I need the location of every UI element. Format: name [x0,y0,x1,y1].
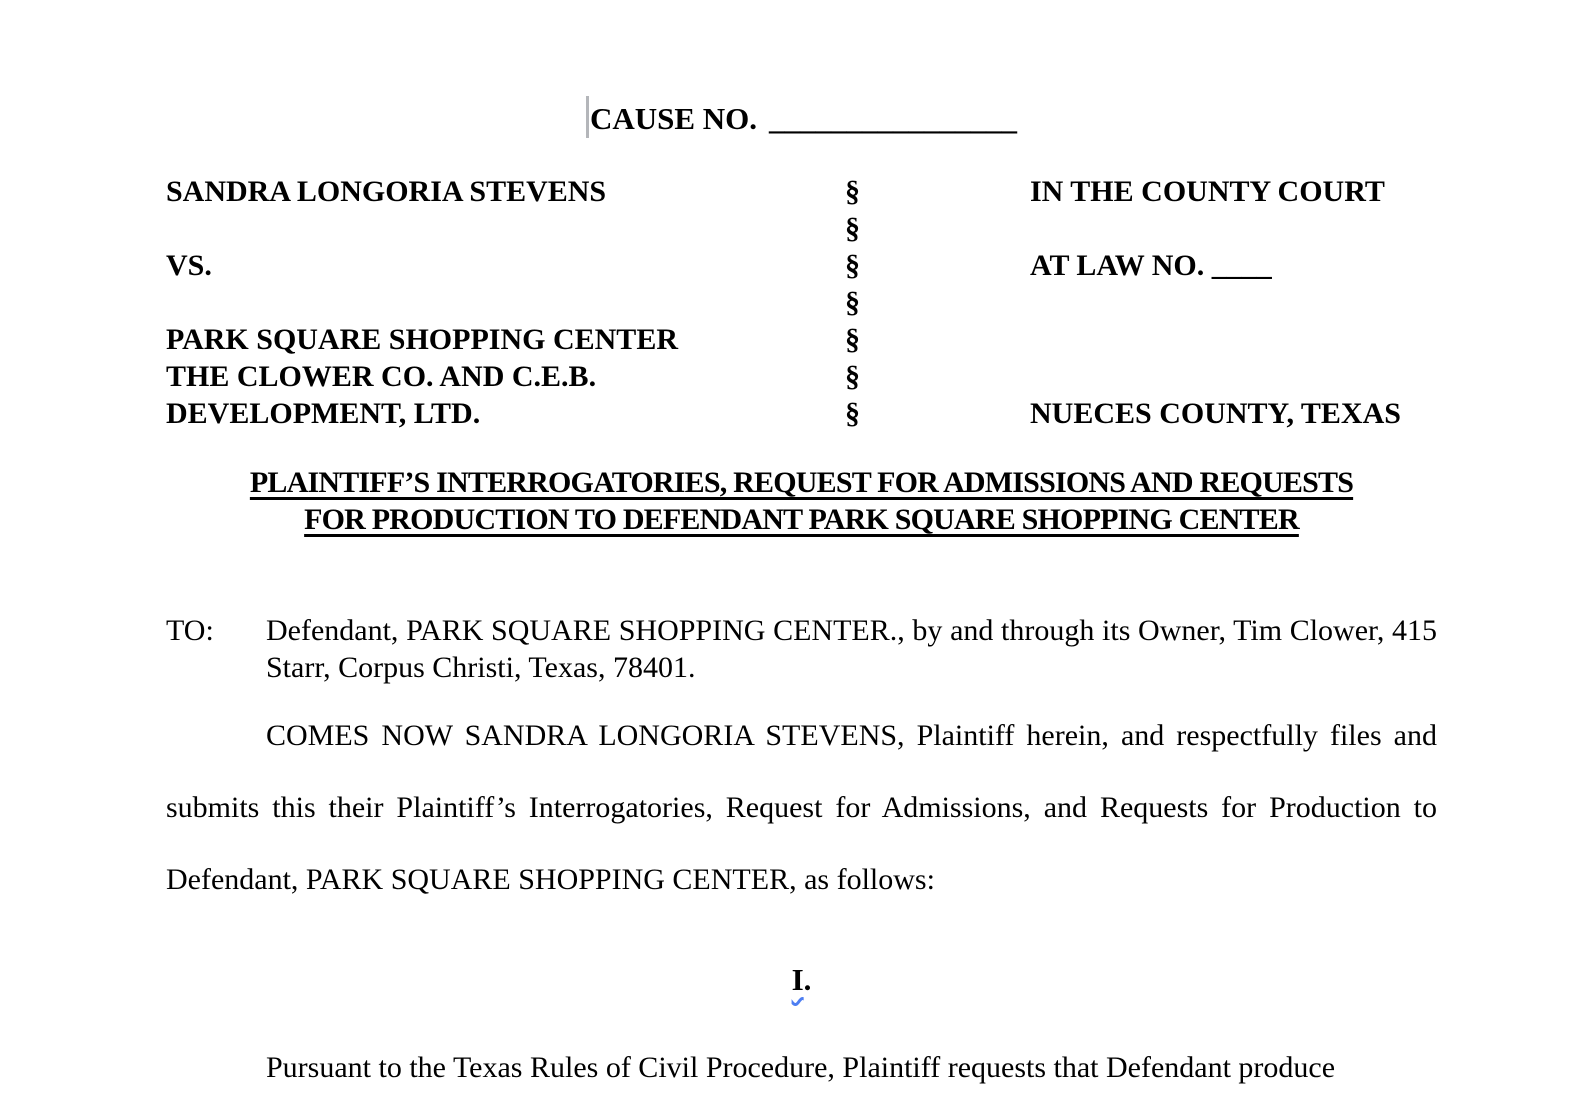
caption-right-blank [979,210,1437,247]
document-title [166,464,1437,538]
caption-right-blank [979,321,1437,358]
section-symbol: § [845,175,860,208]
versus-label: VS. [166,249,212,282]
to-address-text: Defendant, PARK SQUARE SHOPPING CENTER., by and through its Owner, Tim Clower, 415 Starr, Corpus Christi, Texas, 78401. [266,614,1437,684]
document-title-line2 [166,501,1437,538]
document-title-line1-text: PLAINTIFF’S INTERROGATORIES, REQUEST FOR ADMISSIONS AND REQUESTS [249,466,1354,499]
caption-left-blank [166,284,726,321]
section-heading-1 [166,944,1437,1016]
caption-row [166,173,1437,210]
cause-number-blank: ________________ [769,101,1018,136]
pursuant-paragraph: Pursuant to the Texas Rules of Civil Procedure, Plaintiff requests that Defendant produce [266,1051,1336,1084]
caption-right-blank [979,284,1437,321]
document-title-line2-text: FOR PRODUCTION TO DEFENDANT PARK SQUARE SHOPPING CENTER [304,503,1299,536]
caption-left-blank [166,210,726,247]
section-symbol: § [845,360,860,393]
at-law-number: AT LAW NO. ____ [1030,249,1272,282]
to-address-block [166,612,1437,686]
caption-row [166,321,1437,358]
county-name: NUECES COUNTY, TEXAS [1030,397,1401,430]
section-symbol: § [845,286,860,319]
comes-now-paragraph: COMES NOW SANDRA LONGORIA STEVENS, Plaintiff herein, and respectfully files and submits this their Plaintiff’s Interrogatories, Request for Admissions, and Requests for Production to Defendant, PARK SQUARE SHOPPING CENTER, as follows: [166,719,1437,896]
defendant-name-line3: DEVELOPMENT, LTD. [166,397,481,430]
cause-number-line [166,96,1437,141]
caption-row [166,395,1437,432]
text-cursor-caret [586,96,589,138]
to-label: TO: [166,614,214,647]
section-symbol: § [845,212,860,245]
caption-row [166,284,1437,321]
section-symbol: § [845,249,860,282]
court-name: IN THE COUNTY COURT [1030,175,1385,208]
defendant-name-line2: THE CLOWER CO. AND C.E.B. [166,360,597,393]
case-caption [166,173,1437,432]
plaintiff-name: SANDRA LONGORIA STEVENS [166,175,607,208]
document-title-line1 [166,464,1437,501]
caption-row [166,247,1437,284]
section-symbol: § [845,323,860,356]
caption-right-blank [979,358,1437,395]
caption-row [166,358,1437,395]
caption-row [166,210,1437,247]
section-numeral-period: . [803,962,812,997]
section-symbol: § [845,397,860,430]
defendant-name-line1: PARK SQUARE SHOPPING CENTER [166,323,678,356]
cause-label: CAUSE NO. [589,101,758,136]
section-numeral: I [791,962,804,997]
